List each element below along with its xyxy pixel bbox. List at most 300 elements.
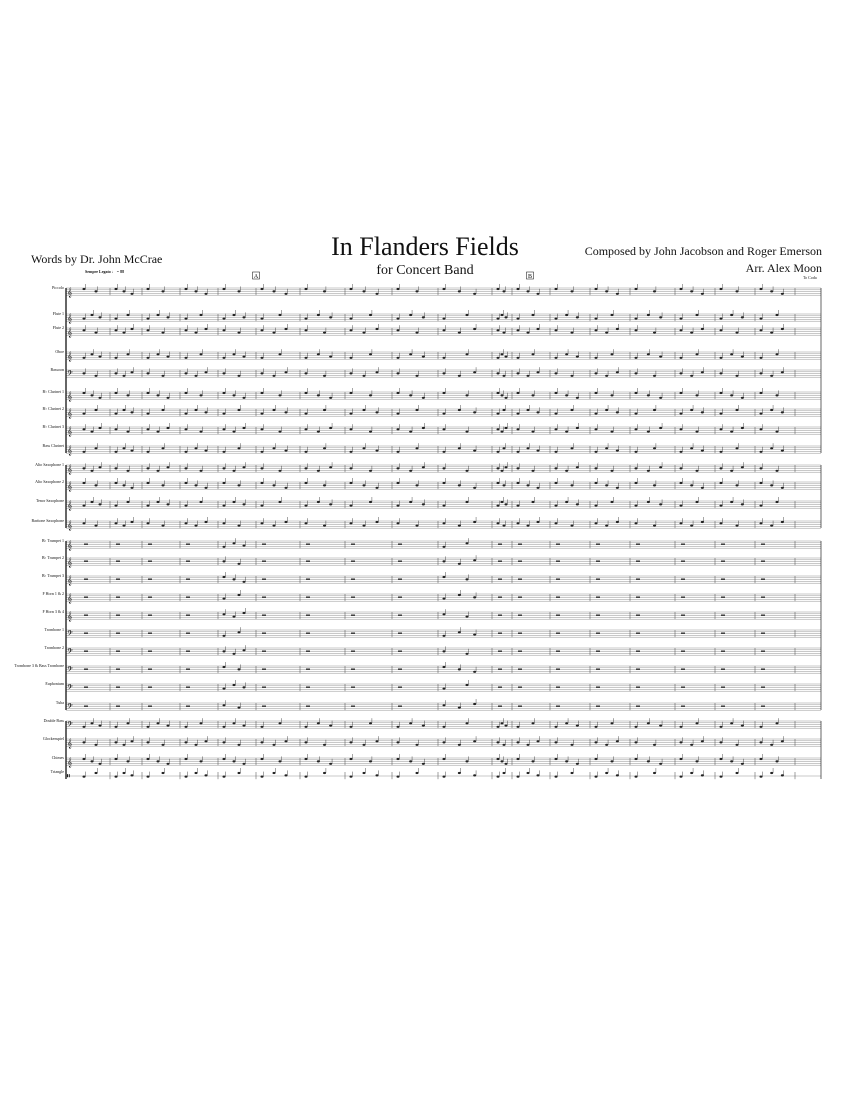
note-head — [273, 290, 276, 292]
note-head — [115, 329, 118, 331]
note-head — [147, 758, 150, 760]
note-head — [83, 288, 86, 290]
note-head — [363, 484, 366, 486]
note-head — [305, 451, 308, 453]
rest-icon — [518, 633, 522, 634]
rest-icon — [518, 687, 522, 688]
note-head — [501, 353, 504, 355]
note-head — [376, 328, 379, 330]
note-head — [505, 466, 508, 468]
rest-icon — [596, 669, 600, 670]
rest-icon — [761, 669, 765, 670]
note-head — [611, 353, 614, 355]
note-head — [162, 525, 165, 527]
note-head — [770, 375, 773, 377]
note-head — [185, 522, 188, 524]
note-head — [115, 522, 118, 524]
note-head — [595, 372, 598, 374]
note-head — [730, 760, 733, 762]
clef-icon: 𝄞 — [67, 558, 73, 568]
note-head — [233, 760, 236, 762]
note-head — [497, 482, 500, 484]
rest-icon — [148, 597, 152, 598]
note-head — [503, 525, 506, 527]
note-head — [162, 375, 165, 377]
note-head — [261, 776, 264, 778]
note-head — [317, 394, 320, 396]
note-head — [653, 332, 656, 334]
note-head — [653, 772, 656, 774]
rest-icon — [84, 597, 88, 598]
note-head — [527, 525, 530, 527]
note-head — [517, 467, 520, 469]
note-head — [243, 649, 246, 651]
note-head — [285, 521, 288, 523]
clef-icon: 𝄢 — [67, 684, 73, 694]
note-head — [261, 288, 264, 290]
note-head — [659, 316, 662, 318]
note-head — [443, 598, 446, 600]
rest-icon — [116, 561, 120, 562]
note-head — [127, 431, 130, 433]
note-head — [261, 482, 264, 484]
note-head — [123, 290, 126, 292]
note-head — [185, 482, 188, 484]
note-head — [565, 470, 568, 472]
note-head — [443, 318, 446, 320]
note-head — [635, 758, 638, 760]
note-head — [409, 722, 412, 724]
rest-icon — [518, 706, 522, 707]
note-head — [497, 392, 500, 394]
note-head — [576, 316, 579, 318]
instrument-label: Alto Saxophone 1 — [35, 462, 64, 467]
rest-icon — [761, 579, 765, 580]
note-head — [91, 353, 94, 355]
rest-icon — [306, 706, 310, 707]
rest-icon — [398, 651, 402, 652]
note-head — [443, 666, 446, 668]
note-head — [223, 288, 226, 290]
note-head — [605, 375, 608, 377]
instrument-label: F Horn 1 & 2 — [42, 591, 64, 596]
note-head — [397, 428, 400, 430]
note-head — [261, 413, 264, 415]
rest-icon — [681, 651, 685, 652]
note-head — [443, 741, 446, 743]
note-head — [720, 726, 723, 728]
note-head — [323, 332, 326, 334]
note-head — [720, 329, 723, 331]
note-head — [238, 409, 241, 411]
note-head — [305, 329, 308, 331]
note-head — [680, 372, 683, 374]
note-head — [83, 372, 86, 374]
note-head — [273, 484, 276, 486]
note-head — [720, 451, 723, 453]
note-head — [443, 392, 446, 394]
note-head — [466, 760, 469, 762]
note-head — [200, 722, 203, 724]
note-head — [760, 451, 763, 453]
note-head — [458, 563, 461, 565]
note-head — [243, 356, 246, 358]
note-head — [200, 431, 203, 433]
note-head — [369, 353, 372, 355]
rest-icon — [761, 651, 765, 652]
note-head — [527, 772, 530, 774]
note-head — [443, 522, 446, 524]
rest-icon — [116, 615, 120, 616]
note-head — [635, 741, 638, 743]
note-head — [363, 290, 366, 292]
note-head — [243, 612, 246, 614]
note-head — [279, 431, 282, 433]
rest-icon — [84, 687, 88, 688]
note-head — [497, 467, 500, 469]
note-head — [635, 357, 638, 359]
note-head — [720, 392, 723, 394]
rest-icon — [556, 561, 560, 562]
rest-icon — [636, 633, 640, 634]
rest-icon — [398, 597, 402, 598]
note-head — [635, 522, 638, 524]
note-head — [680, 776, 683, 778]
note-head — [223, 650, 226, 652]
rest-icon — [84, 706, 88, 707]
note-head — [157, 760, 160, 762]
note-head — [736, 409, 739, 411]
note-head — [696, 760, 699, 762]
note-head — [317, 470, 320, 472]
note-head — [243, 466, 246, 468]
note-head — [223, 598, 226, 600]
rest-icon — [262, 615, 266, 616]
rest-icon — [148, 544, 152, 545]
note-head — [458, 447, 461, 449]
note-head — [305, 467, 308, 469]
note-head — [537, 774, 540, 776]
note-head — [501, 314, 504, 316]
rest-icon — [556, 597, 560, 598]
rest-icon — [596, 544, 600, 545]
note-head — [680, 505, 683, 507]
rest-icon — [498, 651, 502, 652]
rest-icon — [596, 687, 600, 688]
note-head — [205, 411, 208, 413]
note-head — [350, 726, 353, 728]
note-head — [741, 316, 744, 318]
note-head — [397, 505, 400, 507]
clef-icon: 𝄞 — [67, 446, 73, 456]
note-head — [473, 703, 476, 705]
instrument-label: Flute 1 — [52, 311, 64, 316]
instrument-label: Double Bass — [43, 718, 64, 723]
note-head — [571, 744, 574, 746]
note-head — [517, 428, 520, 430]
note-head — [473, 559, 476, 561]
note-head — [397, 451, 400, 453]
tempo-marking: Sempre Legato ♩ = 88 — [85, 269, 125, 274]
note-head — [279, 470, 282, 472]
note-head — [466, 616, 469, 618]
note-head — [720, 413, 723, 415]
note-head — [83, 505, 86, 507]
note-head — [329, 725, 332, 727]
rest-icon — [681, 615, 685, 616]
note-head — [285, 293, 288, 295]
note-head — [238, 563, 241, 565]
note-head — [741, 397, 744, 399]
note-head — [238, 631, 241, 633]
note-head — [443, 576, 446, 578]
note-head — [167, 763, 170, 765]
note-head — [701, 521, 704, 523]
note-head — [443, 613, 446, 615]
note-head — [83, 758, 86, 760]
note-head — [501, 431, 504, 433]
note-head — [537, 487, 540, 489]
note-head — [517, 482, 520, 484]
rest-icon — [84, 651, 88, 652]
note-head — [350, 741, 353, 743]
note-head — [243, 725, 246, 727]
note-head — [473, 371, 476, 373]
rest-icon — [518, 561, 522, 562]
note-head — [595, 726, 598, 728]
note-head — [147, 413, 150, 415]
note-head — [83, 522, 86, 524]
rest-icon — [596, 561, 600, 562]
rest-icon — [636, 561, 640, 562]
note-head — [605, 332, 608, 334]
note-head — [123, 772, 126, 774]
note-head — [760, 741, 763, 743]
note-head — [185, 741, 188, 743]
note-head — [690, 290, 693, 292]
note-head — [131, 328, 134, 330]
note-head — [233, 616, 236, 618]
lyricist-credit: Words by Dr. John McCrae — [31, 252, 163, 266]
note-head — [565, 722, 568, 724]
clef-icon: 𝄢 — [67, 370, 73, 380]
note-head — [397, 741, 400, 743]
note-head — [781, 740, 784, 742]
note-head — [730, 431, 733, 433]
note-head — [555, 372, 558, 374]
note-head — [157, 353, 160, 355]
rest-icon — [116, 633, 120, 634]
note-head — [458, 290, 461, 292]
note-head — [595, 467, 598, 469]
note-head — [720, 505, 723, 507]
note-head — [285, 450, 288, 452]
note-head — [223, 451, 226, 453]
note-head — [595, 522, 598, 524]
clef-icon: 𝄞 — [67, 427, 73, 437]
note-head — [736, 772, 739, 774]
rest-icon — [186, 579, 190, 580]
note-head — [157, 394, 160, 396]
instrument-label: Trombone 3 & Bass Trombone — [14, 663, 64, 668]
note-head — [233, 394, 236, 396]
note-head — [781, 328, 784, 330]
note-head — [223, 467, 226, 469]
note-head — [185, 758, 188, 760]
note-head — [350, 329, 353, 331]
rest-icon — [116, 544, 120, 545]
note-head — [466, 542, 469, 544]
note-head — [167, 397, 170, 399]
note-head — [503, 484, 506, 486]
rest-icon — [556, 669, 560, 670]
note-head — [115, 288, 118, 290]
note-head — [243, 545, 246, 547]
clef-icon: 𝄢 — [67, 648, 73, 658]
note-head — [279, 760, 282, 762]
note-head — [501, 722, 504, 724]
note-head — [167, 466, 170, 468]
rest-icon — [721, 706, 725, 707]
note-head — [503, 332, 506, 334]
note-head — [458, 668, 461, 670]
rest-icon — [398, 561, 402, 562]
note-head — [205, 487, 208, 489]
note-head — [397, 758, 400, 760]
note-head — [680, 392, 683, 394]
rest-icon — [351, 579, 355, 580]
note-head — [409, 353, 412, 355]
note-head — [376, 487, 379, 489]
note-head — [223, 372, 226, 374]
note-head — [443, 635, 446, 637]
note-head — [95, 409, 98, 411]
instrument-label: B♭ Clarinet 2 — [42, 406, 64, 411]
note-head — [680, 357, 683, 359]
rest-icon — [351, 615, 355, 616]
note-head — [323, 744, 326, 746]
note-head — [517, 726, 520, 728]
rest-icon — [498, 687, 502, 688]
instrument-label: B♭ Trumpet 3 — [41, 573, 64, 578]
note-head — [123, 332, 126, 334]
note-head — [443, 688, 446, 690]
note-head — [195, 409, 198, 411]
rest-icon — [262, 651, 266, 652]
clef-icon: 𝄞 — [67, 482, 73, 492]
note-head — [363, 332, 366, 334]
note-head — [223, 505, 226, 507]
note-head — [760, 758, 763, 760]
note-head — [123, 447, 126, 449]
note-head — [363, 375, 366, 377]
note-head — [466, 394, 469, 396]
note-head — [690, 744, 693, 746]
rest-icon — [148, 651, 152, 652]
note-head — [223, 688, 226, 690]
note-head — [635, 467, 638, 469]
rest-icon — [186, 544, 190, 545]
instrument-label: B♭ Trumpet 1 — [41, 538, 64, 543]
note-head — [185, 451, 188, 453]
rest-icon — [116, 651, 120, 652]
note-head — [238, 447, 241, 449]
note-head — [115, 726, 118, 728]
instrument-label: Bassoon — [50, 367, 64, 372]
rest-icon — [306, 561, 310, 562]
note-head — [730, 353, 733, 355]
note-head — [195, 375, 198, 377]
rest-icon — [84, 561, 88, 562]
note-head — [147, 482, 150, 484]
rest-icon — [398, 544, 402, 545]
note-head — [285, 328, 288, 330]
note-head — [83, 357, 86, 359]
note-head — [458, 707, 461, 709]
instrument-label: Tenor Saxophone — [35, 498, 64, 503]
rest-icon — [498, 615, 502, 616]
note-head — [635, 482, 638, 484]
note-head — [443, 428, 446, 430]
note-head — [147, 428, 150, 430]
note-head — [443, 776, 446, 778]
note-head — [233, 578, 236, 580]
rest-icon — [596, 615, 600, 616]
rest-icon — [116, 669, 120, 670]
note-head — [95, 375, 98, 377]
rest-icon — [518, 669, 522, 670]
note-head — [195, 484, 198, 486]
note-head — [305, 741, 308, 743]
rest-icon — [761, 597, 765, 598]
note-head — [409, 501, 412, 503]
rest-icon — [518, 544, 522, 545]
note-head — [466, 578, 469, 580]
note-head — [571, 290, 574, 292]
clef-icon: 𝄞 — [67, 612, 73, 622]
note-head — [329, 466, 332, 468]
note-head — [696, 722, 699, 724]
instrument-label: F Horn 3 & 4 — [42, 609, 64, 614]
note-head — [95, 290, 98, 292]
note-head — [595, 413, 598, 415]
note-head — [473, 671, 476, 673]
rest-icon — [721, 651, 725, 652]
note-head — [701, 450, 704, 452]
note-head — [680, 758, 683, 760]
note-head — [157, 501, 160, 503]
rest-icon — [262, 561, 266, 562]
note-head — [305, 372, 308, 374]
note-head — [279, 394, 282, 396]
note-head — [532, 722, 535, 724]
note-head — [616, 740, 619, 742]
rest-icon — [498, 544, 502, 545]
note-head — [517, 758, 520, 760]
note-head — [770, 525, 773, 527]
rest-icon — [306, 669, 310, 670]
note-head — [659, 763, 662, 765]
rest-icon — [596, 579, 600, 580]
note-head — [458, 375, 461, 377]
rest-icon — [681, 706, 685, 707]
note-head — [285, 487, 288, 489]
rest-icon — [721, 544, 725, 545]
note-head — [238, 525, 241, 527]
note-head — [760, 467, 763, 469]
note-head — [571, 772, 574, 774]
instrument-label: Flute 2 — [52, 325, 64, 330]
